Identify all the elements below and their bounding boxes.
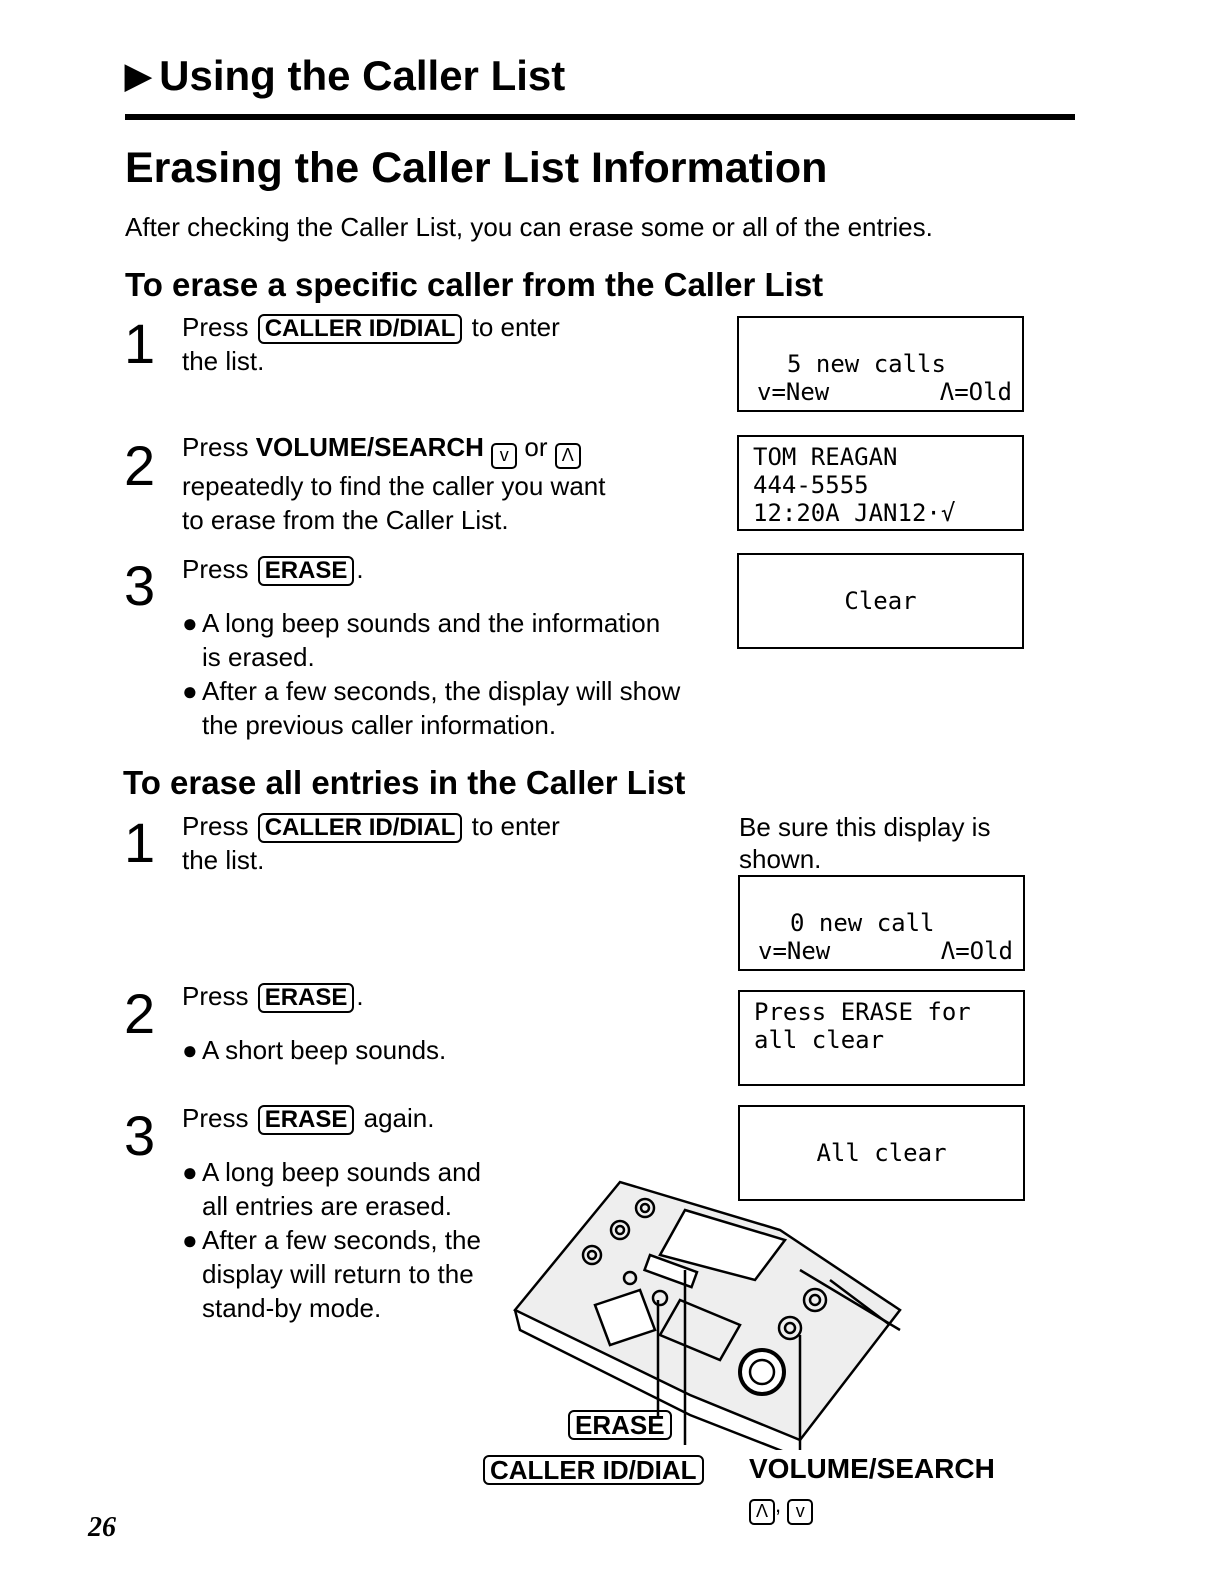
specific-step3-bullets — [182, 606, 682, 742]
erase-key: ERASE — [258, 556, 355, 586]
all-step1-number: 1 — [124, 811, 156, 874]
up-arrow-key-icon: Λ — [555, 443, 581, 469]
specific-step2-number: 2 — [124, 434, 156, 497]
page-number: 26 — [88, 1512, 116, 1543]
down-arrow-key-icon: v — [787, 1499, 813, 1525]
down-arrow-key-icon: v — [491, 443, 517, 469]
lcd-display-clear: Clear — [737, 553, 1024, 649]
specific-step3-text: Press ERASE . — [182, 554, 364, 584]
section-title — [125, 52, 565, 100]
all-step2-number: 2 — [124, 982, 156, 1045]
all-heading: To erase all entries in the Caller List — [123, 764, 686, 801]
page-heading: Erasing the Caller List Information — [125, 144, 828, 192]
all-step3-bullets — [182, 1155, 512, 1325]
erase-key-label: ERASE — [566, 1410, 674, 1440]
bullet-item: ● After a few seconds, the display will show the previous caller information. — [182, 676, 681, 740]
all-step3-text: Press ERASE again. — [182, 1103, 435, 1133]
lcd-display-new-calls: 5 new calls v=New Λ=Old — [737, 316, 1024, 412]
device-illustration — [500, 1160, 920, 1450]
section-marker-icon: ▶ — [125, 57, 152, 95]
header-rule — [125, 114, 1075, 120]
erase-key: ERASE — [258, 983, 355, 1013]
all-step3-number: 3 — [124, 1104, 156, 1167]
section-title-text: Using the Caller List — [159, 52, 566, 99]
caller-id-dial-key-label: CALLER ID/DIAL — [481, 1455, 706, 1485]
all-step2-bullets — [182, 1033, 682, 1067]
display-note: Be sure this display is shown. — [739, 812, 991, 874]
lcd-display-press-erase: Press ERASE for all clear — [738, 990, 1025, 1086]
erase-key: ERASE — [258, 1105, 355, 1135]
volume-search-label: VOLUME/SEARCH — [749, 1453, 995, 1484]
bullet-item: ● A long beep sounds and all entries are erased. — [182, 1157, 482, 1221]
up-arrow-key-icon: Λ — [749, 1499, 775, 1525]
specific-step3-number: 3 — [124, 554, 156, 617]
bullet-icon: ● — [182, 1157, 198, 1187]
bullet-item: ● A long beep sounds and the information is erased. — [182, 608, 661, 672]
specific-step2-text: Press VOLUME/SEARCH v or Λ repeatedly to find the caller you want to erase from the Caller List. — [182, 432, 606, 535]
specific-step1-number: 1 — [124, 312, 156, 375]
bullet-icon: ● — [182, 676, 198, 706]
caller-id-dial-key: CALLER ID/DIAL — [258, 314, 463, 344]
bullet-icon: ● — [182, 1225, 198, 1255]
lcd-display-all-clear: All clear — [738, 1105, 1025, 1201]
all-step1-text: Press CALLER ID/DIAL to enter the list. — [182, 811, 560, 875]
check-mark-icon: ·√ — [926, 499, 956, 527]
specific-step1-text: Press CALLER ID/DIAL to enter the list. — [182, 312, 560, 376]
intro-text: After checking the Caller List, you can erase some or all of the entries. — [125, 212, 933, 242]
lcd-display-caller-info: TOM REAGAN 444-5555 12:20A JAN12 ·√ — [737, 435, 1024, 531]
caller-id-dial-key: CALLER ID/DIAL — [258, 813, 463, 843]
volume-search-keys: Λ , v — [749, 1492, 813, 1525]
bullet-item: ● After a few seconds, the display will return to the stand-by mode. — [182, 1225, 481, 1323]
specific-heading: To erase a specific caller from the Caller List — [125, 266, 824, 303]
bullet-item: ● A short beep sounds. — [182, 1035, 447, 1065]
bullet-icon: ● — [182, 1035, 198, 1065]
bullet-icon: ● — [182, 608, 198, 638]
all-step2-text: Press ERASE . — [182, 981, 364, 1011]
lcd-display-zero-calls: 0 new call v=New Λ=Old — [738, 875, 1025, 971]
